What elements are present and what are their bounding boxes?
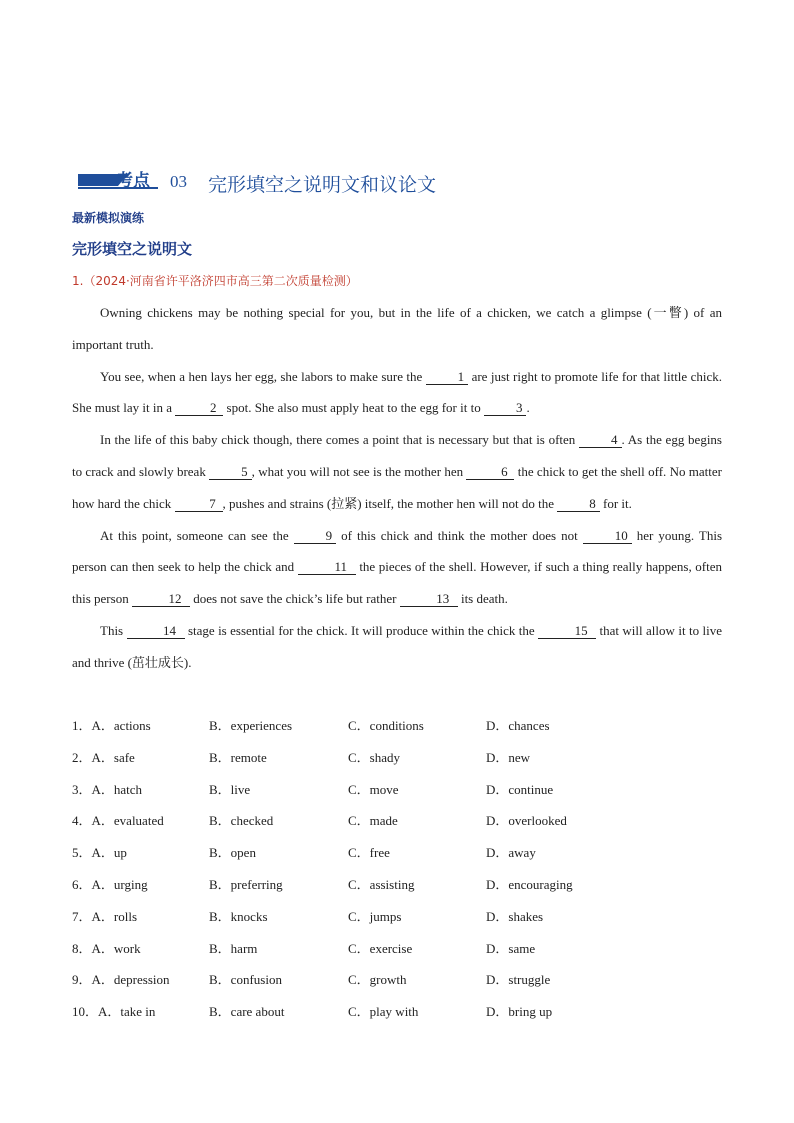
option-b: B．preferring	[209, 876, 283, 892]
option-c: C．conditions	[348, 718, 424, 733]
option-b: B．checked	[209, 813, 274, 829]
option-b: B．open	[209, 845, 256, 861]
option-a: A．urging	[91, 876, 148, 892]
option-a: A．take in	[98, 1004, 156, 1020]
option-b: B．confusion	[209, 972, 282, 988]
option-d: D．chances	[486, 718, 550, 733]
blank-11: 11	[298, 560, 356, 575]
option-a: A．actions	[91, 718, 151, 733]
paragraph-2: You see, when a hen lays her egg, she labors to make sure the 1 are just right to promote life for that little chick. She must lay it in a 2 spot. She also must apply heat to the egg for it to 3 .	[72, 368, 722, 416]
topic-badge	[76, 168, 158, 191]
option-a: A．evaluated	[91, 813, 164, 829]
option-b: B．remote	[209, 749, 267, 765]
option-d: D．struggle	[486, 972, 551, 988]
blank-5: 5	[209, 465, 252, 480]
option-row-2: 2．A．safe B．remote C．shady D．new	[72, 742, 722, 774]
option-row-4: 4．A．evaluated B．checked C．made D．overlooked	[72, 805, 722, 837]
option-a: A．depression	[91, 972, 170, 988]
option-b: B．live	[209, 781, 251, 797]
subsection-label: 完形填空之说明文	[72, 240, 193, 258]
option-a: A．rolls	[91, 908, 138, 924]
blank-3: 3	[484, 401, 527, 416]
option-row-7: 7．A．rolls B．knocks C．jumps D．shakes	[72, 901, 722, 933]
option-b: B．knocks	[209, 908, 268, 924]
blank-1: 1	[426, 370, 469, 385]
option-b: B．experiences	[209, 718, 293, 733]
question-header: 1.（2024·河南省许平洛济四市高三第二次质量检测）	[72, 274, 358, 288]
option-a: A．hatch	[91, 781, 143, 797]
option-d: D．bring up	[486, 1004, 553, 1020]
option-row-3: 3．A．hatch B．live C．move D．continue	[72, 774, 722, 806]
option-c: C．free	[348, 845, 390, 861]
option-a: A．safe	[91, 749, 135, 765]
option-b: B．harm	[209, 940, 258, 956]
paragraph-5: This 14 stage is essential for the chick. It will produce within the chick the 15 that will allow it to live and thrive (茁壮成长).	[72, 622, 722, 670]
blank-12: 12	[132, 592, 190, 607]
blank-9: 9	[294, 529, 337, 544]
option-c: C．play with	[348, 1004, 419, 1020]
option-c: C．assisting	[348, 876, 415, 892]
option-row-1: 1．A．actions B．experiences C．conditions D．chances	[72, 710, 722, 742]
blank-13: 13	[400, 592, 458, 607]
blank-6: 6	[466, 465, 514, 480]
section-label: 最新模拟演练	[72, 211, 145, 225]
paragraph-3: In the life of this baby chick though, there comes a point that is necessary but that is often 4 . As the egg begins to crack and slowly break 5 , what you will not see is the mother hen 6 the chick to get the shell off. No matter how hard the chick 7 , pushes and strains (拉紧) itself, the mother hen will not do the 8 for it.	[72, 432, 722, 511]
page-title: 完形填空之说明文和议论文	[208, 174, 437, 196]
badge-bar-shape	[78, 174, 118, 186]
paragraph-1: Owning chickens may be nothing special for you, but in the life of a chicken, we catch a glimpse (一瞥) of an important truth.	[72, 305, 722, 352]
option-row-8: 8．A．work B．harm C．exercise D．same	[72, 933, 722, 965]
option-row-9: 9．A．depression B．confusion C．growth D．struggle	[72, 964, 722, 996]
topic-number: 03	[170, 172, 187, 191]
option-d: D．continue	[486, 781, 554, 797]
blank-10: 10	[583, 529, 632, 544]
option-d: D．new	[486, 749, 531, 765]
option-c: C．jumps	[348, 908, 402, 924]
badge-label: 考点	[116, 171, 150, 191]
option-row-5: 5．A．up B．open C．free D．away	[72, 837, 722, 869]
paragraph-4: At this point, someone can see the 9 of this chick and think the mother does not 10 her young. This person can then seek to help the chick and 11 the pieces of the shell. However, if such a thing really happens, often this person 12 does not save the chick’s life but rather 13 its death.	[72, 527, 722, 607]
option-d: D．encouraging	[486, 876, 573, 892]
option-c: C．made	[348, 813, 398, 829]
option-c: C．move	[348, 781, 399, 797]
blank-15: 15	[538, 624, 596, 639]
answer-options	[72, 710, 722, 1028]
option-row-6: 6．A．urging B．preferring C．assisting D．encouraging	[72, 869, 722, 901]
option-c: C．exercise	[348, 940, 413, 956]
option-a: A．up	[91, 845, 127, 861]
option-d: D．overlooked	[486, 813, 567, 829]
option-d: D．same	[486, 940, 536, 956]
blank-7: 7	[175, 497, 223, 512]
option-a: A．work	[91, 940, 141, 956]
cloze-passage	[72, 297, 722, 679]
blank-2: 2	[175, 401, 223, 416]
option-b: B．care about	[209, 1004, 285, 1020]
option-d: D．shakes	[486, 908, 544, 924]
option-row-10: 10．A．take in B．care about C．play with D．bring up	[72, 996, 722, 1028]
option-c: C．shady	[348, 749, 401, 765]
page-header	[76, 164, 716, 194]
blank-14: 14	[127, 624, 185, 639]
blank-8: 8	[557, 497, 600, 512]
option-d: D．away	[486, 845, 536, 861]
option-c: C．growth	[348, 972, 407, 988]
blank-4: 4	[579, 433, 622, 448]
